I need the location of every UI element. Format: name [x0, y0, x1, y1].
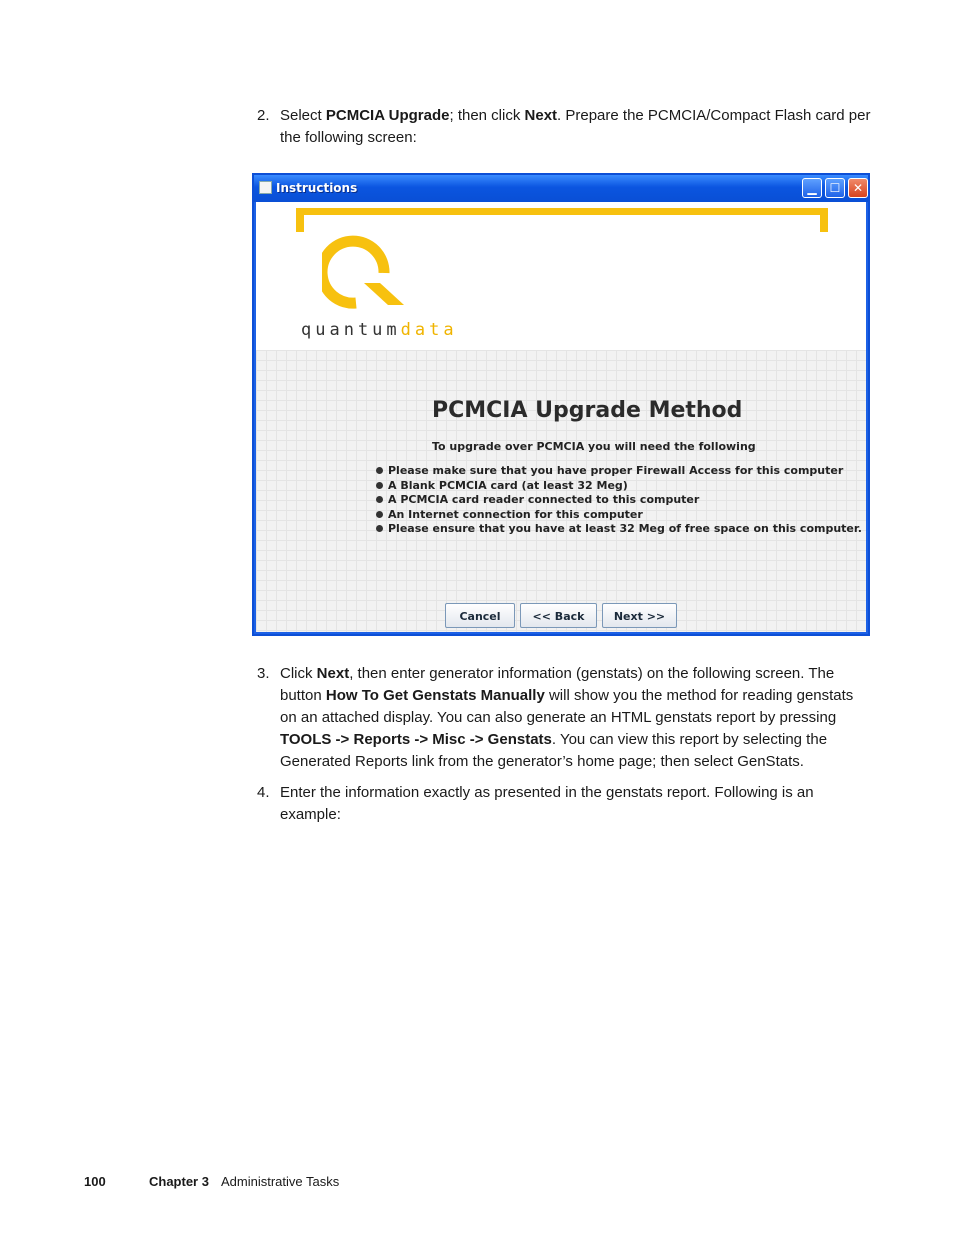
list-item: An Internet connection for this computer	[376, 508, 862, 523]
back-button[interactable]: << Back	[520, 603, 597, 628]
java-app-icon	[259, 181, 272, 194]
chapter-label: Chapter 3	[149, 1174, 209, 1189]
bullet-icon	[376, 496, 383, 503]
step-4	[257, 782, 872, 826]
step-text: Select PCMCIA Upgrade; then click Next. Prepare the PCMCIA/Compact Flash card per the following screen:	[280, 107, 871, 146]
next-button[interactable]: Next >>	[602, 603, 677, 628]
page-number: 100	[84, 1174, 106, 1189]
bullet-icon	[376, 467, 383, 474]
banner-right-bar	[820, 208, 828, 232]
close-icon[interactable]: ✕	[848, 178, 868, 198]
bullet-icon	[376, 525, 383, 532]
step-3	[257, 663, 872, 773]
bullet-icon	[376, 482, 383, 489]
step-2	[257, 105, 872, 149]
window-client	[256, 202, 866, 632]
minimize-icon[interactable]: ▁	[802, 178, 822, 198]
list-item: A Blank PCMCIA card (at least 32 Meg)	[376, 479, 862, 494]
quantum-logo-icon	[322, 229, 408, 317]
list-item: Please make sure that you have proper Firewall Access for this computer	[376, 464, 862, 479]
page-title: PCMCIA Upgrade Method	[432, 398, 743, 423]
step-text: Click Next, then enter generator information (genstats) on the following screen. The button How To Get Genstats Manually will show you the method for reading genstats on an attached display. You can also generate an HTML genstats report by pressing TOOLS -> Reports -> Misc -> Genstats. You can view this report by selecting the Generated Reports link from the generator’s home page; then select GenStats.	[280, 665, 854, 770]
cancel-button[interactable]: Cancel	[445, 603, 515, 628]
step-number: 4.	[257, 784, 270, 801]
list-item: Please ensure that you have at least 32 Meg of free space on this computer.	[376, 522, 862, 537]
bullet-icon	[376, 511, 383, 518]
list-item: A PCMCIA card reader connected to this computer	[376, 493, 862, 508]
step-text: Enter the information exactly as presented in the genstats report. Following is an example:	[280, 784, 814, 823]
banner-top-bar	[296, 208, 828, 215]
step-number: 2.	[257, 107, 270, 124]
chapter-title: Administrative Tasks	[221, 1174, 340, 1189]
brand-wordmark: quantumdata	[301, 320, 458, 340]
window-title: Instructions	[276, 181, 358, 195]
page-subtitle: To upgrade over PCMCIA you will need the following	[432, 440, 756, 453]
maximize-icon[interactable]: ☐	[825, 178, 845, 198]
requirements-list	[376, 464, 862, 537]
instructions-window	[252, 173, 870, 636]
title-bar[interactable]	[254, 175, 868, 202]
step-number: 3.	[257, 665, 270, 682]
banner-left-bar	[296, 208, 304, 232]
brand-banner	[256, 202, 866, 350]
